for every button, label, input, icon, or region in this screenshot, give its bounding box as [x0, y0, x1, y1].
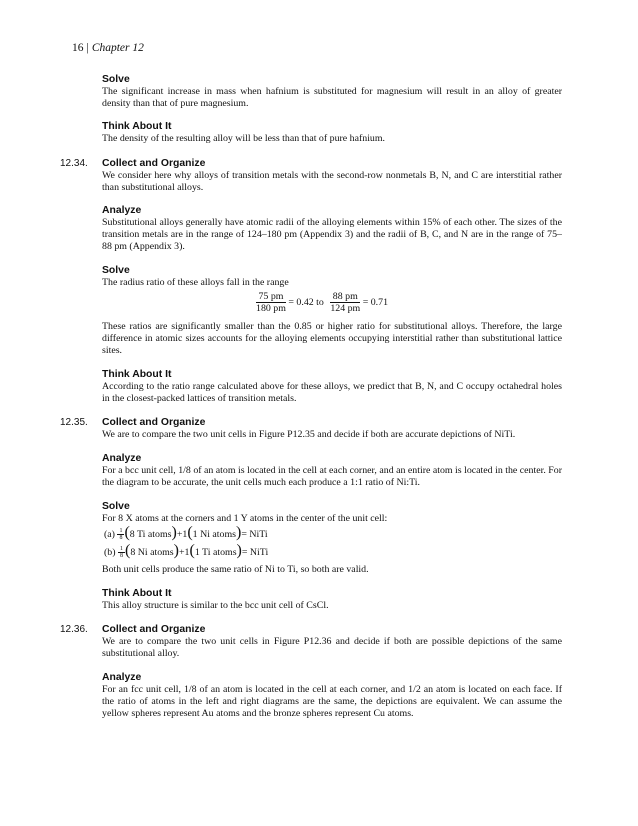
- one-eighth: $\frac{1}{8}$: [119, 528, 123, 542]
- page-number: 16: [72, 42, 84, 54]
- header-separator: |: [86, 42, 89, 54]
- ratio-to: to: [316, 297, 324, 308]
- equation-plus: +1: [176, 529, 188, 540]
- collect-heading: Collect and Organize: [102, 417, 206, 428]
- equation-a: (a) $\frac{1}{8}$ (8 Ti atoms)+1(1 Ni atoms)= NiTi: [104, 524, 268, 542]
- equation-result: = NiTi: [241, 547, 269, 558]
- solve-intro: For 8 X atoms at the corners and 1 Y atoms in the center of the unit cell:: [102, 513, 388, 524]
- equation-term: 8 Ti atoms: [129, 529, 172, 540]
- equation-result: = NiTi: [241, 529, 268, 540]
- equation-label: (a): [104, 529, 115, 540]
- analyze-text: Substitutional alloys generally have atomic radii of the alloying elements within 15% of each other. The sizes of the transition metals are in the range of 124–180 pm (Appendix 3) and the radii of B, C, and N are in the range of 75–88 pm (Appendix 3).: [102, 217, 562, 253]
- analyze-heading: Analyze: [102, 453, 142, 464]
- think-text: According to the ratio range calculated above for these alloys, we predict that B, N, and C occupy octahedral holes in the closest-packed lattices of transition metals.: [102, 381, 562, 405]
- analyze-text: For an fcc unit cell, 1/8 of an atom is located in the cell at each corner, and 1/2 an atom is located on each face. If the ratio of atoms in the left and right diagrams are the same, the depictions are equivalent. We can assume the yellow spheres represent Au atoms and the bronze spheres represent Cu atoms.: [102, 684, 562, 720]
- analyze-heading: Analyze: [102, 205, 142, 216]
- one-eighth: $\frac{1}{8}$: [119, 546, 123, 560]
- solve-text: Both unit cells produce the same ratio of Ni to Ti, so both are valid.: [102, 564, 369, 575]
- solve-heading: Solve: [102, 74, 130, 85]
- page-header: [72, 42, 144, 54]
- think-text: This alloy structure is similar to the bcc unit cell of CsCl.: [102, 600, 329, 611]
- solve-heading: Solve: [102, 265, 130, 276]
- ratio-value: = 0.42: [288, 297, 314, 308]
- chapter-title: Chapter 12: [91, 42, 144, 54]
- ratio-equation: [256, 291, 388, 314]
- solve-text: The significant increase in mass when hafnium is substituted for magnesium will result in an alloy of greater density than that of pure magnesium.: [102, 86, 562, 110]
- analyze-text: For a bcc unit cell, 1/8 of an atom is located in the cell at each corner, and an entire atom is located in the center. For the diagram to be accurate, the unit cells much each produce a 1:1 ratio of Ni:Ti.: [102, 465, 562, 489]
- solve-heading: Solve: [102, 501, 130, 512]
- think-heading: Think About It: [102, 121, 172, 132]
- analyze-section: [102, 205, 562, 254]
- collect-section: [102, 417, 562, 441]
- collect-text: We are to compare the two unit cells in Figure P12.35 and decide if both are accurate depictions of NiTi.: [102, 429, 516, 440]
- solve-section: [102, 74, 562, 110]
- problem-number: 12.35.: [60, 417, 88, 428]
- equation-label: (b): [104, 547, 116, 558]
- equation-term: 1 Ni atoms: [192, 529, 236, 540]
- solve-conclusion: [102, 321, 562, 358]
- think-section: [102, 588, 562, 612]
- think-section: [102, 121, 562, 145]
- collect-section: [102, 158, 562, 194]
- equation-b: (b) $\frac{1}{8}$ (8 Ni atoms)+1(1 Ti atoms)= NiTi: [104, 542, 269, 560]
- equation-term: 1 Ti atoms: [194, 547, 237, 558]
- think-text: The density of the resulting alloy will be less than that of pure hafnium.: [102, 133, 386, 144]
- solve-section: [102, 265, 562, 289]
- collect-heading: Collect and Organize: [102, 624, 206, 635]
- ratio-value: = 0.71: [362, 297, 389, 308]
- collect-text: We consider here why alloys of transition metals with the second-row nonmetals B, N, and C are interstitial rather than substitutional alloys.: [102, 170, 562, 194]
- problem-number: 12.36.: [60, 624, 88, 635]
- analyze-heading: Analyze: [102, 672, 142, 683]
- solve-conclusion: [102, 564, 562, 576]
- ratio-fraction: $\frac{75 pm}{180 pm}$: [256, 291, 286, 314]
- ratio-fraction: $\frac{88 pm}{124 pm}$: [330, 291, 361, 314]
- collect-text: We are to compare the two unit cells in Figure P12.36 and decide if both are possible depictions of the same substitutional alloy.: [102, 636, 562, 660]
- solve-text: These ratios are significantly smaller than the 0.85 or higher ratio for substitutional alloys. Therefore, the large difference in atomic sizes accounts for the alloying elements occupying interstitial rather than substitutional lattice sites.: [102, 321, 562, 357]
- equation-plus: +1: [178, 547, 190, 558]
- think-heading: Think About It: [102, 588, 172, 599]
- collect-heading: Collect and Organize: [102, 158, 206, 169]
- problem-number: 12.34.: [60, 158, 88, 169]
- equation-term: 8 Ni atoms: [130, 547, 174, 558]
- analyze-section: [102, 453, 562, 489]
- think-heading: Think About It: [102, 369, 172, 380]
- solve-intro: The radius ratio of these alloys fall in the range: [102, 277, 289, 288]
- analyze-section: [102, 672, 562, 721]
- collect-section: [102, 624, 562, 660]
- solve-section: [102, 501, 562, 525]
- think-section: [102, 369, 562, 405]
